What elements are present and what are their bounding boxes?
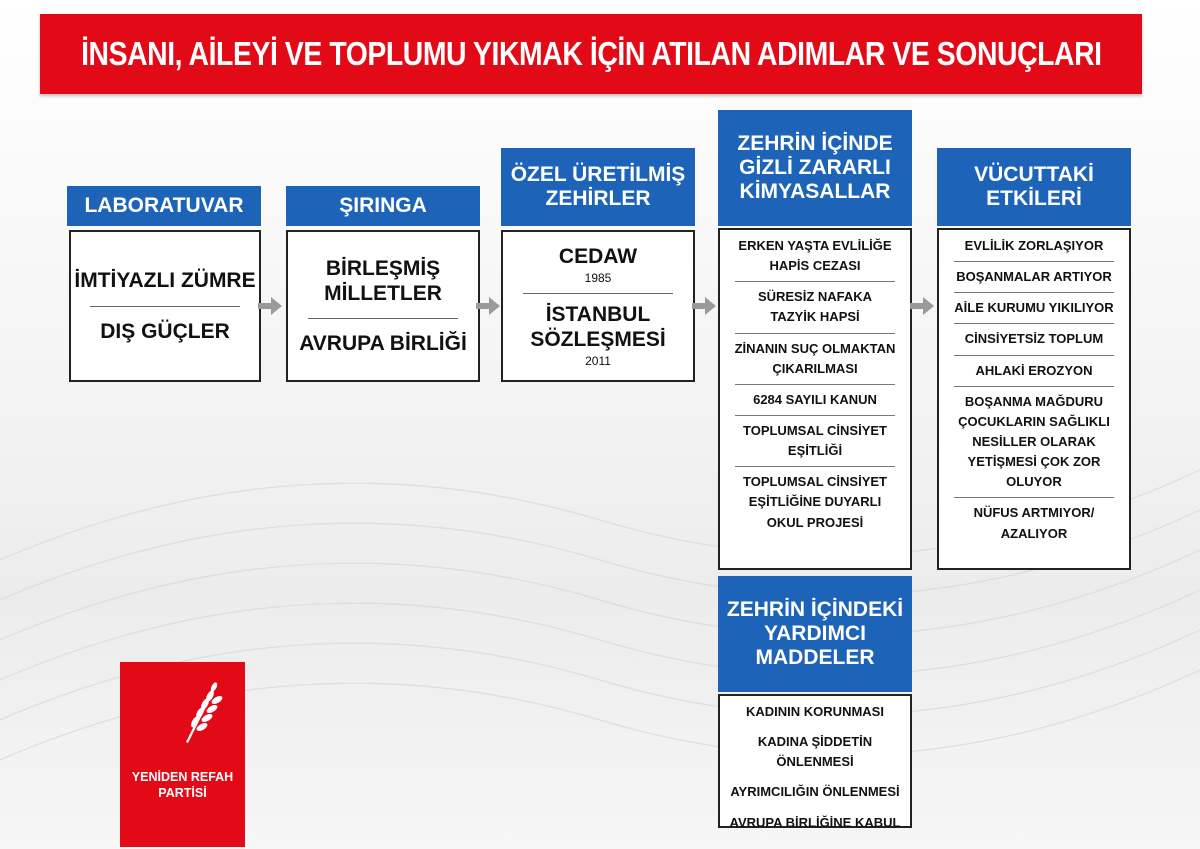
box-item: AVRUPA BİRLİĞİ xyxy=(299,332,467,356)
divider xyxy=(954,497,1114,498)
list-item: CİNSİYETSİZ TOPLUM xyxy=(964,331,1104,347)
header-zararli-kimyasallar xyxy=(718,110,912,226)
box-item: İMTİYAZLI ZÜMRE xyxy=(74,269,256,293)
list-item: SÜRESİZ NAFAKA TAZYİK HAPSİ xyxy=(757,289,873,325)
list-item: AVRUPA BİRLİĞİNE KABUL xyxy=(729,814,901,830)
list-item: TOPLUMSAL CİNSİYET EŞİTLİĞİ xyxy=(743,422,887,459)
title-banner xyxy=(40,14,1142,94)
divider xyxy=(954,261,1114,262)
header-ozel-zehirler xyxy=(501,148,695,226)
header-line: ZEHRİN İÇİNDEKİ xyxy=(726,597,904,621)
party-logo xyxy=(120,662,245,847)
box-yardimci-maddeler xyxy=(718,694,912,828)
list-item: TOPLUMSAL CİNSİYET EŞİTLİĞİNE DUYARLI OKUL PROJESİ xyxy=(743,474,887,530)
box-item-istanbul: SÖZLEŞMESİ xyxy=(530,328,666,352)
logo-text: YENİDEN REFAH PARTİSİ xyxy=(131,770,234,800)
box-vucuttaki-etkileri xyxy=(937,228,1131,570)
list-item: KADININ KORUNMASI xyxy=(746,704,884,719)
header-line: MADDELER xyxy=(755,646,875,670)
box-item-year: 1985 xyxy=(584,270,612,285)
divider xyxy=(90,306,240,307)
arrow-right-icon xyxy=(690,294,718,318)
divider xyxy=(735,281,895,282)
arrow-right-icon xyxy=(908,294,936,318)
header-line: YARDIMCI xyxy=(764,621,866,645)
page-title: İNSANI, AİLEYİ VE TOPLUMU YIKMAK İÇİN ATILAN ADIMLAR VE SONUÇLARI xyxy=(80,35,1102,72)
header-line: ZEHRİN İÇİNDE xyxy=(737,131,893,155)
box-item-istanbul: İSTANBUL xyxy=(545,302,651,326)
list-item: EVLİLİK ZORLAŞIYOR xyxy=(964,238,1104,253)
list-item: AYRIMCILIĞIN ÖNLENMESİ xyxy=(730,784,900,800)
header-siringa xyxy=(286,186,480,226)
header-line: ETKİLERİ xyxy=(986,187,1082,210)
header-line: VÜCUTTAKİ xyxy=(974,162,1094,186)
divider xyxy=(954,323,1114,324)
box-item: BİRLEŞMİŞ MİLLETLER xyxy=(324,256,442,305)
list-item: 6284 SAYILI KANUN xyxy=(753,391,877,407)
box-item-cedaw: CEDAW xyxy=(558,244,638,268)
arrow-right-icon xyxy=(256,294,284,318)
list-item: AHLAKİ EROZYON xyxy=(975,362,1093,378)
divider xyxy=(308,318,458,319)
list-item: BOŞANMALAR ARTIYOR xyxy=(956,269,1112,285)
divider xyxy=(523,293,673,294)
header-label: ŞIRINGA xyxy=(339,193,427,217)
header-line: GİZLİ ZARARLI xyxy=(739,155,891,179)
crescent-wheat-icon xyxy=(134,676,232,766)
divider xyxy=(954,355,1114,356)
header-line: ÖZEL ÜRETİLMİŞ xyxy=(510,162,686,186)
box-laboratuvar xyxy=(69,230,261,382)
box-zararli-kimyasallar xyxy=(718,228,912,570)
box-item-year: 2011 xyxy=(585,354,611,369)
list-item: AİLE KURUMU YIKILIYOR xyxy=(954,300,1114,316)
box-siringa xyxy=(286,230,480,382)
box-ozel-zehirler xyxy=(501,230,695,382)
divider xyxy=(954,292,1114,293)
divider xyxy=(735,333,895,334)
divider xyxy=(735,415,895,416)
header-vucuttaki-etkileri xyxy=(937,148,1131,226)
header-line: ZEHİRLER xyxy=(545,187,651,210)
list-item: ZİNANIN SUÇ OLMAKTAN ÇIKARILMASI xyxy=(734,340,896,376)
list-item: BOŞANMA MAĞDURU ÇOCUKLARIN SAĞLIKLI NESİLLER OLARAK YETİŞMESİ ÇOK ZOR OLUYOR xyxy=(958,393,1110,490)
box-item: DIŞ GÜÇLER xyxy=(100,319,230,343)
header-line: KİMYASALLAR xyxy=(739,180,891,204)
arrow-right-icon xyxy=(474,294,502,318)
divider xyxy=(735,384,895,385)
header-yardimci-maddeler xyxy=(718,576,912,692)
divider xyxy=(735,466,895,467)
list-item: ERKEN YAŞTA EVLİLİĞE HAPİS CEZASI xyxy=(738,238,892,274)
header-label: LABORATUVAR xyxy=(84,193,244,217)
list-item: NÜFUS ARTMIYOR/ AZALIYOR xyxy=(973,505,1095,541)
divider xyxy=(954,386,1114,387)
header-laboratuvar xyxy=(67,186,261,226)
list-item: KADINA ŞİDDETİN ÖNLENMESİ xyxy=(757,734,873,770)
